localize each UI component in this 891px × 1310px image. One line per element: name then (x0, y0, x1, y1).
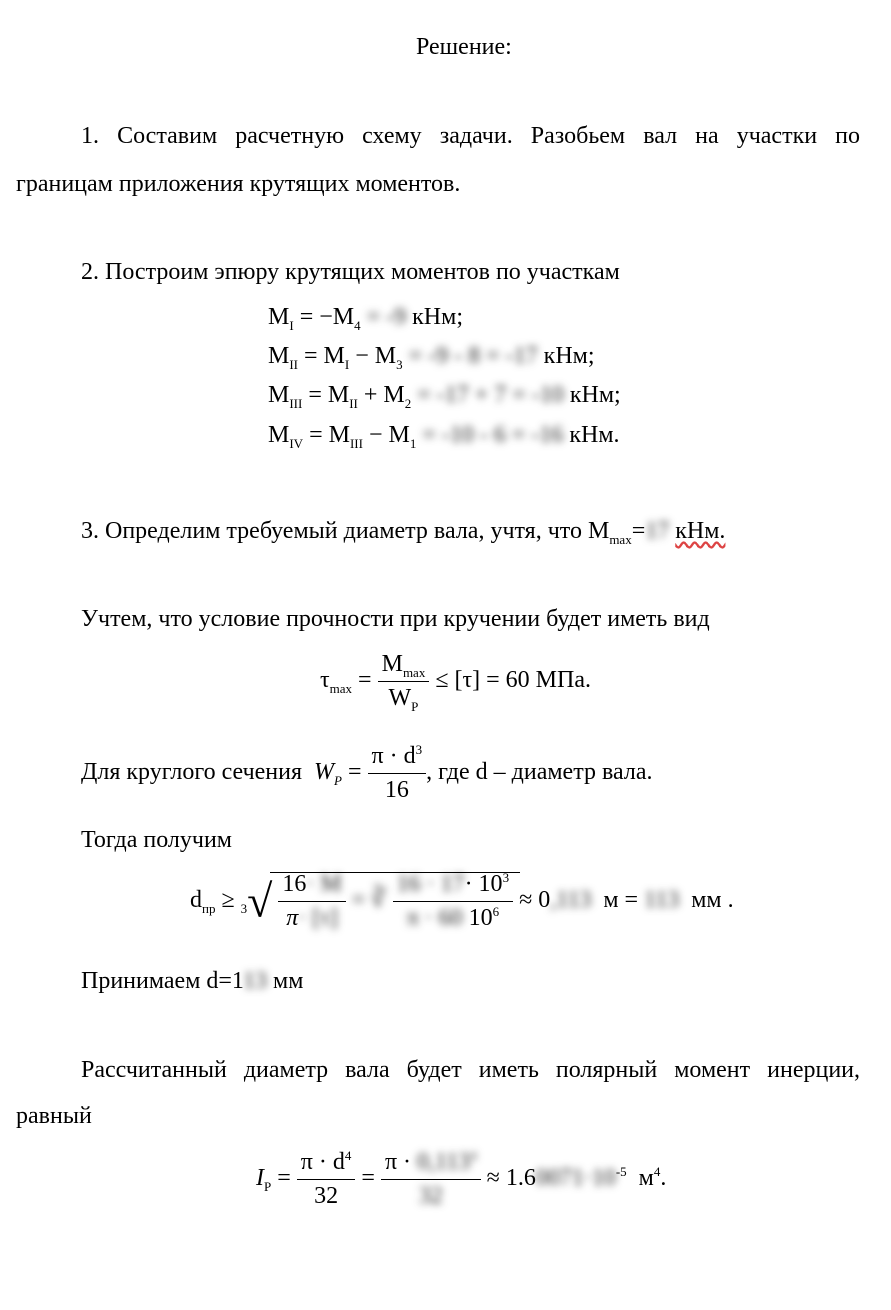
inertia-formula: $I_P$ = $\frac{\pi \cdot d^4}{32}$ = $\frac{\pi \cdot 0,113^4}{32}$ ≈ $1.60071\cdot 10^{-5}$ $м^4$. (256, 1148, 667, 1209)
equation-m4: $M_{IV} = M_{III} - M_1 = -10 - 6 = -16$ кНм. (268, 422, 620, 451)
diameter-fraction-1: $\frac{16\cdot M}{\pi\cdot [\tau]}$ (278, 870, 345, 933)
step3-text: 3. Определим требуемый диаметр вала, учтя, что $M_{max}=17$ кНм. (81, 518, 726, 547)
inertia-fraction-1: $\frac{\pi \cdot d^4}{32}$ (297, 1148, 356, 1211)
inertia-line2: равный (16, 1103, 92, 1129)
diameter-fraction-2: $\frac{16 \cdot 17\cdot 10^3}{\pi \cdot 60 10^6}$ (393, 870, 514, 933)
inertia-fraction-2: $\frac{\pi \cdot 0,113^4}{32}$ (381, 1148, 481, 1211)
then-text: Тогда получим (81, 827, 232, 853)
polar-modulus-fraction: $\frac{\pi \cdot d^3}{16}$ (368, 742, 427, 805)
circle-section-line: Для круглого сечения $W_P$ = $\frac{\pi \cdot d^3}{16}$ , где d – диаметр вала. (81, 742, 653, 803)
strength-formula: $\tau_{max}$ = $\frac{M_{max}}{W_P}$ ≤ [τ] = 60 МПа. (320, 651, 591, 714)
inertia-line1: Рассчитанный диаметр вала будет иметь полярный момент инерции, (81, 1057, 860, 1083)
diameter-formula: $d_{пр} \ge _3√$ $\frac{16\cdot M}{\pi\cdot [\tau]}$ = ∛ $\frac{16 \cdot 17\cdot 10^3}{\pi \cdot 60 10^6}$ ≈ 0,113 м = 113 мм . (190, 870, 734, 931)
step1-line2: границам приложения крутящих моментов. (16, 171, 461, 197)
step2-heading: 2. Построим эпюру крутящих моментов по участкам (81, 259, 620, 285)
page-title: Решение: (416, 34, 512, 60)
step1-line1: 1. Составим расчетную схему задачи. Разобьем вал на участки по (81, 123, 860, 149)
condition-text: Учтем, что условие прочности при кручении будет иметь вид (81, 606, 710, 632)
strength-fraction: $\frac{M_{max}}{W_P}$ (378, 650, 430, 713)
accept-text: Принимаем d=113 мм (81, 968, 304, 994)
root-bar (270, 872, 520, 873)
equation-m2: $M_{II} = M_I - M_3 = -9 - 8 = -17$ кНм; (268, 343, 595, 372)
equation-m1: $M_I = -M_4 = -9$ кНм; (268, 304, 463, 333)
equation-m3: $M_{III} = M_{II} + M_2 = -17 + 7 = -10$ кНм; (268, 382, 621, 411)
